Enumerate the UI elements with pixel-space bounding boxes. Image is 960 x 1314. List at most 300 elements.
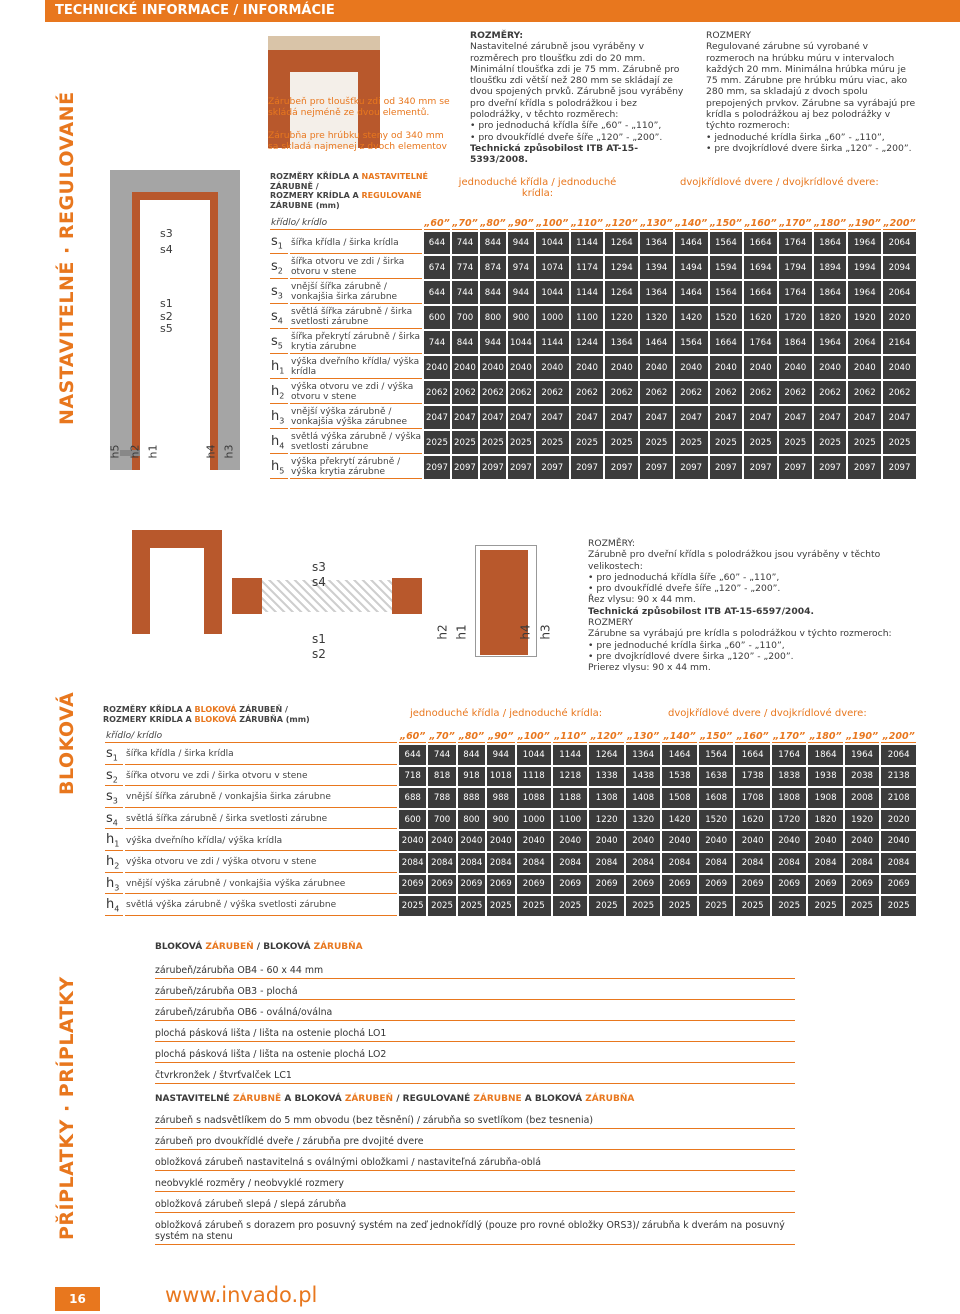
- table-cell: 2097: [640, 456, 673, 479]
- table-row: [270, 232, 916, 254]
- table-cell: 2025: [735, 896, 769, 916]
- table-cell: 2025: [424, 431, 450, 454]
- table-cell: 2025: [517, 896, 551, 916]
- column-header: „180”: [809, 730, 842, 742]
- table-cell: 2025: [710, 431, 743, 454]
- table-cell: 1508: [662, 788, 696, 808]
- table-cell: 2069: [487, 875, 514, 895]
- table-cell: 1000: [517, 810, 551, 830]
- table-cell: 2040: [744, 356, 777, 379]
- table-cell: 2084: [589, 853, 623, 873]
- row-description: šířka otvoru ve zdi / širka otvoru v stene: [125, 767, 397, 787]
- table-cell: 2008: [845, 788, 879, 808]
- table-cell: 1638: [699, 767, 733, 787]
- table-cell: 2047: [814, 406, 847, 429]
- column-header: „80”: [480, 217, 506, 229]
- row-description: šířka křídla / širka krídla: [290, 232, 422, 254]
- sec3-list2: [155, 1115, 795, 1252]
- column-header: „110”: [570, 217, 604, 229]
- sec1-double-label: dvojkřídlové dvere / dvojkrídlové dvere:: [680, 177, 879, 188]
- table-cell: 2084: [399, 853, 426, 873]
- title-part: ZÁRUBEŇ: [344, 1094, 394, 1104]
- sec2-table: [103, 728, 918, 918]
- row-symbol: $s_4$: [270, 306, 288, 329]
- table-cell: 2025: [589, 896, 623, 916]
- table-cell: 2138: [881, 767, 916, 787]
- table-cell: 1964: [848, 232, 881, 254]
- table-cell: 744: [452, 281, 478, 304]
- table-cell: 2069: [699, 875, 733, 895]
- table-cell: 2040: [772, 831, 806, 851]
- table-cell: 2025: [626, 896, 660, 916]
- table-cell: 1438: [626, 767, 660, 787]
- table-row: [105, 788, 916, 808]
- table-cell: 2040: [883, 356, 916, 379]
- table-cell: 2097: [848, 456, 881, 479]
- table-cell: 2040: [699, 831, 733, 851]
- table-cell: 2062: [424, 381, 450, 404]
- table-cell: 2040: [808, 831, 842, 851]
- column-header: „140”: [675, 217, 708, 229]
- table-cell: 2069: [808, 875, 842, 895]
- footer-url[interactable]: www.invado.pl: [165, 1283, 318, 1307]
- row-symbol: $h_2$: [105, 853, 123, 873]
- sec2-dims-label: ROZMĚRY KŘÍDLA A BLOKOVÁ ZÁRUBEŇ / ROZMERY KRÍDLA A BLOKOVÁ ZÁRUBŇA (mm): [103, 705, 310, 724]
- table-cell: 2097: [605, 456, 638, 479]
- table-cell: 2069: [735, 875, 769, 895]
- table-cell: 2062: [675, 381, 708, 404]
- table-cell: 2020: [881, 810, 916, 830]
- table-cell: 2040: [845, 831, 879, 851]
- label-h3: h3: [538, 624, 553, 640]
- title-part: ZÁRUBNĚ: [232, 1094, 282, 1104]
- table-row: [270, 331, 916, 354]
- table-cell: 1220: [589, 810, 623, 830]
- table-cell: 2025: [458, 896, 485, 916]
- sec2-text-block: ROZMĚRY: Zárubně pro dveřní křídla s polodrážkou jsou vyráběny v těchto velikostech: • pro jednoduchá křídla šíře „60” - „110”, • pro dvoukřídlé dveře šíře „120” - „200”. Řez vlysu: 90 x 44 mm. Technická způsobilost ITB AT-15-6597/2004. ROZMERY Zárubne sa vyrábajú pre krídla s polodrážkou v týchto rozmeroch: • pre jednoduché krídla širka „60” - „110”, • pre dvojkrídlové dvere širka „120” - „200”. Prierez vlysu: 90 x 44 mm.: [588, 538, 892, 674]
- table-row: [105, 831, 916, 851]
- table-cell: 1894: [814, 256, 847, 279]
- column-header: „60”: [399, 730, 426, 742]
- table-cell: 2040: [480, 356, 506, 379]
- table-cell: 2062: [779, 381, 812, 404]
- table-cell: 2025: [808, 896, 842, 916]
- table-cell: 2040: [536, 356, 569, 379]
- table-cell: 888: [458, 788, 485, 808]
- caption-sk: Zárubňa pre hrúbku steny od 340 mm sa skladá najmenej z dvoch elementov: [268, 130, 447, 153]
- table-row: [270, 356, 916, 379]
- sec1-table: [268, 215, 918, 481]
- row-description: světlá šířka zárubně / širka svetlosti zárubne: [125, 810, 397, 830]
- table-row: [270, 281, 916, 304]
- table-cell: 2047: [710, 406, 743, 429]
- table-cell: 1394: [640, 256, 673, 279]
- table-cell: 2025: [779, 431, 812, 454]
- title-part: NASTAVITELNÉ: [155, 1094, 233, 1104]
- table-cell: 744: [452, 232, 478, 254]
- table-cell: 900: [508, 306, 534, 329]
- table-cell: 2025: [845, 896, 879, 916]
- title-part: A BLOKOVÁ: [521, 1094, 586, 1104]
- table-cell: 2040: [424, 356, 450, 379]
- table-cell: 2025: [536, 431, 569, 454]
- table-cell: 1538: [662, 767, 696, 787]
- table-cell: 1808: [772, 788, 806, 808]
- table-cell: 1244: [571, 331, 604, 354]
- table-cell: 2025: [881, 896, 916, 916]
- label-s4: s4: [160, 243, 173, 256]
- row-symbol: $s_5$: [270, 331, 288, 354]
- table-cell: 2025: [883, 431, 916, 454]
- side-title-middle: BLOKOVÁ: [56, 691, 78, 795]
- side-title-top: NASTAVITELNÉ · REGULOVANÉ: [56, 91, 78, 425]
- table-cell: 2040: [779, 356, 812, 379]
- table-cell: 1464: [675, 232, 708, 254]
- table-cell: 1264: [589, 745, 623, 765]
- table-cell: 2097: [710, 456, 743, 479]
- table-cell: 700: [452, 306, 478, 329]
- list-item: obložková zárubeň nastavitelná s oválnými obložkami / nastaviteľná zárubňa-oblá: [155, 1157, 795, 1171]
- table-cell: 2069: [662, 875, 696, 895]
- column-header: „100”: [536, 217, 569, 229]
- table-cell: 2047: [536, 406, 569, 429]
- table-cell: 1044: [536, 232, 569, 254]
- label-h3: h3: [222, 444, 236, 459]
- row-description: světlá výška zárubně / výška svetlosti zárubne: [291, 432, 421, 452]
- title-part: / REGULOVANÉ: [393, 1094, 474, 1104]
- table-cell: 1018: [487, 767, 514, 787]
- sec2-kridlo-header: křídlo/ krídlo: [105, 730, 397, 743]
- label-s2: s2: [160, 310, 173, 323]
- table-cell: 1620: [735, 810, 769, 830]
- column-header: „120”: [590, 730, 623, 742]
- table-cell: 1720: [772, 810, 806, 830]
- side-title-bottom: PŘÍPLATKY · PRÍPLATKY: [56, 976, 78, 1240]
- table-cell: 2025: [508, 431, 534, 454]
- table-cell: 1464: [640, 331, 673, 354]
- table-cell: 1564: [699, 745, 733, 765]
- list-item: plochá pásková lišta / lišta na ostenie plochá LO1: [155, 1028, 795, 1042]
- column-header: „160”: [736, 730, 769, 742]
- column-header: „130”: [640, 217, 673, 229]
- table-cell: 2040: [735, 831, 769, 851]
- table-cell: 600: [399, 810, 426, 830]
- table-cell: 2040: [487, 831, 514, 851]
- table-cell: 1264: [605, 232, 638, 254]
- table-cell: 2062: [605, 381, 638, 404]
- table-cell: 1964: [848, 281, 881, 304]
- blokova-photo: [112, 520, 222, 638]
- table-cell: 944: [508, 232, 534, 254]
- table-cell: 1820: [808, 810, 842, 830]
- row-symbol: $s_1$: [270, 232, 288, 254]
- table-cell: 2084: [458, 853, 485, 873]
- column-header: „180”: [814, 217, 847, 229]
- table-cell: 2025: [744, 431, 777, 454]
- table-cell: 2062: [710, 381, 743, 404]
- table-cell: 2040: [589, 831, 623, 851]
- table-row: [270, 256, 916, 279]
- table-cell: 2084: [845, 853, 879, 873]
- table-cell: 1100: [553, 810, 587, 830]
- table-cell: 700: [428, 810, 455, 830]
- table-cell: 2069: [881, 875, 916, 895]
- label-h4: h4: [204, 444, 218, 459]
- list-item: neobvyklé rozměry / neobvyklé rozmery: [155, 1178, 795, 1192]
- row-symbol: $s_3$: [105, 788, 123, 808]
- table-cell: 1720: [779, 306, 812, 329]
- row-symbol: $h_4$: [270, 431, 288, 454]
- table-cell: 2025: [428, 896, 455, 916]
- table-cell: 1494: [675, 256, 708, 279]
- list-item: zárubeň pro dvoukřídlé dveře / zárubňa pre dvojité dvere: [155, 1136, 795, 1150]
- table-cell: 2025: [814, 431, 847, 454]
- column-header: „150”: [700, 730, 733, 742]
- label-h2: h2: [435, 624, 450, 640]
- table-cell: 1420: [675, 306, 708, 329]
- column-header: „200”: [883, 217, 916, 229]
- table-row: [270, 406, 916, 429]
- table-cell: 2025: [487, 896, 514, 916]
- table-cell: 774: [452, 256, 478, 279]
- table-cell: 2084: [772, 853, 806, 873]
- table-cell: 1964: [814, 331, 847, 354]
- table-row: [105, 745, 916, 765]
- table-cell: 1564: [675, 331, 708, 354]
- table-cell: 2025: [675, 431, 708, 454]
- table-cell: 2040: [710, 356, 743, 379]
- table-cell: 2047: [452, 406, 478, 429]
- blokova-drawing: [232, 550, 422, 660]
- table-cell: 2025: [480, 431, 506, 454]
- table-cell: 644: [424, 232, 450, 254]
- table-cell: 944: [508, 281, 534, 304]
- column-header: „120”: [605, 217, 638, 229]
- row-description: výška otvoru ve zdi / výška otvoru v stene: [125, 853, 397, 873]
- row-description: vnější šířka zárubně / vonkajšia širka zárubne: [125, 788, 397, 808]
- table-cell: 1144: [536, 331, 569, 354]
- table-cell: 744: [428, 745, 455, 765]
- sec1-single-label: jednoduché křídla / jednoduché krídla:: [458, 177, 617, 199]
- table-cell: 2097: [452, 456, 478, 479]
- table-cell: 718: [399, 767, 426, 787]
- table-cell: 2040: [814, 356, 847, 379]
- table-cell: 1294: [605, 256, 638, 279]
- list-item: zárubeň/zárubňa OB3 - plochá: [155, 986, 795, 1000]
- table-cell: 2025: [399, 896, 426, 916]
- column-header: „150”: [709, 217, 742, 229]
- table-cell: 1908: [808, 788, 842, 808]
- table-cell: 1664: [744, 281, 777, 304]
- table-cell: 874: [480, 256, 506, 279]
- table-cell: 2164: [883, 331, 916, 354]
- row-symbol: $h_2$: [270, 381, 288, 404]
- table-cell: 1338: [589, 767, 623, 787]
- table-cell: 1188: [553, 788, 587, 808]
- column-header: „200”: [882, 730, 915, 742]
- blokova-drawing-vertical: [430, 525, 565, 655]
- row-description: šířka otvoru ve zdi / širka otvoru v stene: [290, 256, 422, 279]
- table-cell: 818: [428, 767, 455, 787]
- table-cell: 1044: [536, 281, 569, 304]
- table-cell: 1320: [626, 810, 660, 830]
- table-cell: 2084: [662, 853, 696, 873]
- table-cell: 2040: [881, 831, 916, 851]
- table-cell: 2062: [883, 381, 916, 404]
- row-description: výška dveřního křídla/ výška krídla: [290, 356, 422, 379]
- table-cell: 2069: [428, 875, 455, 895]
- table-cell: 2097: [480, 456, 506, 479]
- table-cell: 2040: [553, 831, 587, 851]
- table-cell: 2038: [845, 767, 879, 787]
- row-symbol: $h_4$: [105, 896, 123, 916]
- table-cell: 644: [424, 281, 450, 304]
- table-cell: 1620: [744, 306, 777, 329]
- table-cell: 644: [399, 745, 426, 765]
- column-header: „70”: [429, 730, 455, 742]
- list-item: obložková zárubeň s dorazem pro posuvný systém na zeď jednokřídlý (pouze pro rovné obložky ORS3)/ zárubňa k dverám na posuvný systém na stenu: [155, 1220, 795, 1245]
- table-cell: 2062: [536, 381, 569, 404]
- header-title: TECHNICKÉ INFORMACE / INFORMÁCIE: [55, 3, 335, 18]
- row-symbol: $h_3$: [105, 875, 123, 895]
- table-cell: 1144: [553, 745, 587, 765]
- table-cell: 944: [480, 331, 506, 354]
- table-cell: 900: [487, 810, 514, 830]
- row-symbol: $h_1$: [270, 356, 288, 379]
- title-part: ZÁRUBNE: [473, 1094, 522, 1104]
- table-cell: 2097: [571, 456, 604, 479]
- table-cell: 2025: [605, 431, 638, 454]
- table-cell: 2097: [779, 456, 812, 479]
- table-cell: 2040: [626, 831, 660, 851]
- caption-cz: Zárubeň pro tloušťku zdi od 340 mm se skládá nejméně ze dvou elementů.: [268, 96, 450, 119]
- table-cell: 2069: [458, 875, 485, 895]
- table-cell: 2097: [675, 456, 708, 479]
- table-cell: 2097: [536, 456, 569, 479]
- column-header: „170”: [779, 217, 812, 229]
- table-cell: 1764: [744, 331, 777, 354]
- table-cell: 2069: [772, 875, 806, 895]
- table-cell: 1764: [779, 232, 812, 254]
- list-item: zárubeň s nadsvětlíkem do 5 mm obvodu (bez těsnění) / zárubňa so svetlíkom (bez tesnenia): [155, 1115, 795, 1129]
- table-cell: 2064: [883, 281, 916, 304]
- sec2-double-label: dvojkřídlové dvere / dvojkrídlové dvere:: [668, 708, 867, 719]
- table-cell: 2040: [508, 356, 534, 379]
- table-cell: 2040: [428, 831, 455, 851]
- table-cell: 2084: [428, 853, 455, 873]
- table-cell: 944: [487, 745, 514, 765]
- table-cell: 2047: [675, 406, 708, 429]
- header-bar: [45, 0, 960, 22]
- table-cell: 1364: [626, 745, 660, 765]
- table-cell: 2064: [883, 232, 916, 254]
- row-description: výška překrytí zárubně / výška krytia zárubne: [290, 456, 422, 479]
- table-cell: 2069: [399, 875, 426, 895]
- table-cell: 2062: [571, 381, 604, 404]
- table-cell: 2084: [881, 853, 916, 873]
- table-cell: 988: [487, 788, 514, 808]
- table-cell: 1820: [814, 306, 847, 329]
- table-cell: 2084: [626, 853, 660, 873]
- table-row: [270, 456, 916, 479]
- column-header: „90”: [508, 217, 534, 229]
- table-cell: 2047: [480, 406, 506, 429]
- sec1-dims-label: ROZMĚRY KŘÍDLA A NASTAVITELNÉ ZÁRUBNĚ / ROZMERY KRÍDLA A REGULOVANÉ ZÁRUBNE (mm): [270, 172, 428, 210]
- table-cell: 2062: [848, 381, 881, 404]
- table-cell: 844: [458, 745, 485, 765]
- column-header: „110”: [554, 730, 587, 742]
- row-description: vnější výška zárubně / vonkajšia výška zárubnee: [125, 875, 397, 895]
- row-symbol: $s_2$: [105, 767, 123, 787]
- table-cell: 1864: [808, 745, 842, 765]
- table-cell: 1308: [589, 788, 623, 808]
- table-cell: 1000: [536, 306, 569, 329]
- table-cell: 1864: [814, 281, 847, 304]
- label-h4: h4: [518, 624, 533, 640]
- table-cell: 2062: [744, 381, 777, 404]
- table-cell: 2069: [845, 875, 879, 895]
- column-header: „60”: [424, 217, 450, 229]
- table-cell: 2062: [814, 381, 847, 404]
- row-symbol: $s_4$: [105, 810, 123, 830]
- table-cell: 2084: [517, 853, 551, 873]
- column-header: „190”: [846, 730, 879, 742]
- table-cell: 2097: [883, 456, 916, 479]
- table-cell: 1694: [744, 256, 777, 279]
- table-cell: 1920: [845, 810, 879, 830]
- label-h5: h5: [108, 444, 122, 459]
- table-cell: 1520: [710, 306, 743, 329]
- label-h1: h1: [146, 444, 160, 459]
- table-row: [105, 853, 916, 873]
- table-cell: 2025: [452, 431, 478, 454]
- table-cell: 2084: [735, 853, 769, 873]
- table-cell: 1044: [517, 745, 551, 765]
- table-row: [270, 431, 916, 454]
- table-cell: 844: [480, 281, 506, 304]
- table-cell: 2097: [424, 456, 450, 479]
- row-symbol: $h_3$: [270, 406, 288, 429]
- table-cell: 2040: [452, 356, 478, 379]
- title-part: ZÁRUBŇA: [585, 1094, 635, 1104]
- table-cell: 2062: [640, 381, 673, 404]
- sec3-title2: [155, 1094, 634, 1104]
- list-item: zárubeň/zárubňa OB4 - 60 x 44 mm: [155, 965, 795, 979]
- table-cell: 2047: [424, 406, 450, 429]
- table-cell: 1920: [848, 306, 881, 329]
- table-cell: 1264: [605, 281, 638, 304]
- column-header: „170”: [773, 730, 806, 742]
- table-cell: 1520: [699, 810, 733, 830]
- table-cell: 1564: [710, 232, 743, 254]
- table-cell: 2040: [458, 831, 485, 851]
- row-description: šířka křídla / širka krídla: [125, 745, 397, 765]
- table-row: [105, 767, 916, 787]
- table-cell: 2040: [605, 356, 638, 379]
- row-description: výška otvoru ve zdi / výška otvoru v stene: [290, 381, 422, 404]
- table-cell: 2069: [553, 875, 587, 895]
- table-cell: 2040: [662, 831, 696, 851]
- table-cell: 2047: [640, 406, 673, 429]
- table-cell: 2047: [883, 406, 916, 429]
- table-cell: 1364: [640, 232, 673, 254]
- table-cell: 1994: [848, 256, 881, 279]
- table-cell: 844: [480, 232, 506, 254]
- list-item: čtvrkronžek / štvrťvalček LC1: [155, 1070, 795, 1084]
- table-cell: 800: [480, 306, 506, 329]
- row-description: šířka překrytí zárubně / širka krytia zárubne: [291, 332, 421, 352]
- table-cell: 2040: [571, 356, 604, 379]
